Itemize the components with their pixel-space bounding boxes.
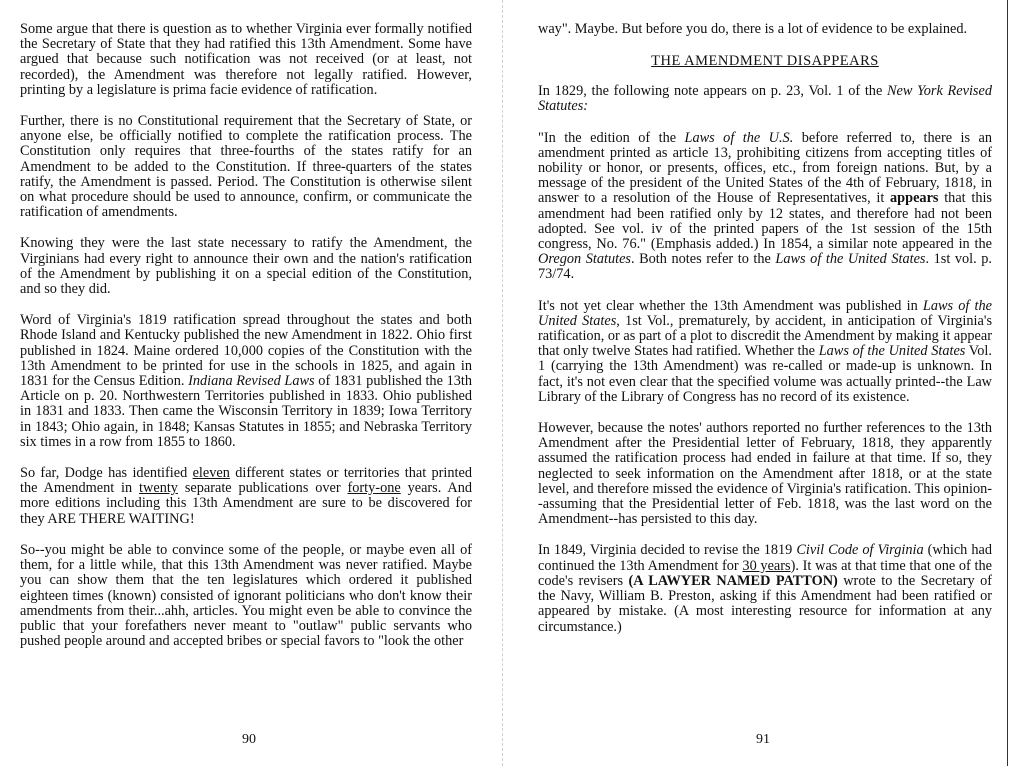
right-paragraph-1: way". Maybe. But before you do, there is a lot of evidence to be explained. — [538, 21, 968, 37]
left-paragraph-3: Knowing they were the last state necessary to ratify the Amendment, the Virginians had every right to announce their own and the nation's ratification of the Amendment by publishing it on a special edition of the Constitution, and so they did. — [20, 235, 472, 298]
new-york-revised-statutes-title: New York Revised Statutes: — [538, 83, 992, 115]
emphasis-lawyer-named-patton: (A LAWYER NAMED PATTON) — [628, 572, 838, 589]
civil-code-of-virginia-title: Civil Code of Virginia — [796, 542, 924, 559]
page-number-right: 91 — [756, 732, 770, 747]
gutter-divider — [502, 0, 503, 766]
right-page — [504, 0, 1010, 766]
left-paragraph-1: Some argue that there is question as to whether Virginia ever formally notified the Secretary of State that they had ratified this 13th Amendment. Some have argued that because such notification was not received (or at least, not recorded), the Amendment was therefore not legally ratified. However, printing by a legislature is prima facie evidence of ratification. — [20, 21, 472, 98]
right-paragraph-5: However, because the notes' authors reported no further references to the 13th Amendment after the Presidential letter of February, 1818, they apparently assumed the ratification process had ended in failure at that time. If so, they neglected to seek information on the Amendment after 1818, or at the state level, and therefore missed the evidence of Virginia's ratification. This opinion--assuming that the Presidential letter of Feb. 1818, was the last word on the Amendment--has persisted to this day. — [538, 420, 992, 528]
emphasis-appears: appears — [890, 190, 939, 207]
page-number-left: 90 — [242, 732, 256, 747]
laws-of-united-states-title: Laws of the United States — [775, 251, 926, 268]
oregon-statutes-title: Oregon Statutes — [538, 251, 631, 268]
indiana-revised-laws-title: Indiana Revised Laws — [188, 373, 315, 390]
right-paragraph-2: In 1829, the following note appears on p. 23, Vol. 1 of the New York Revised Statutes: — [538, 83, 992, 115]
left-paragraph-2: Further, there is no Constitutional requirement that the Secretary of State, or anyone else, be officially notified to complete the ratification process. The Constitution only requires that three-fourths of the states ratify for an Amendment to be added to the Constitution. If three-quarters of the states ratify, the Amendment is passed. Period. The Constitution is otherwise silent on what procedure should be used to announce, confirm, or communicate the ratification of amendments. — [20, 113, 472, 221]
underlined-forty-one: forty-one — [347, 480, 401, 497]
left-paragraph-5: So far, Dodge has identified eleven different states or territories that printed the Amendment in twenty separate publications over forty-one years. And more editions including this 13th Amendment are sure to be discovered for they ARE THERE WAITING! — [20, 465, 472, 527]
left-paragraph-6: So--you might be able to convince some of the people, or maybe even all of them, for a little while, that this 13th Amendment was never ratified. Maybe you can show them that the ten legislatures which ordered it published eighteen times (known) consisted of ignorant politicians who don't know their amendments from their...ahh, articles. You might even be able to convince the public that your forefathers never meant to "outlaw" public servants who pushed people around and accepted bribes or special favors to "look the other — [20, 541, 472, 650]
section-heading: THE AMENDMENT DISAPPEARS — [651, 53, 879, 70]
left-paragraph-4: Word of Virginia's 1819 ratification spread throughout the states and both Rhode Island and Kentucky published the new Amendment in 1822. Ohio first published in 1824. Maine ordered 10,000 copies of the Constitution with the 13th Amendment to be printed for use in the schools in 1825, and again in 1831 for the Census Edition. Indiana Revised Laws of 1831 published the 13th Article on p. 20. Northwestern Territories published in 1833. Ohio published in 1831 and 1833. Then came the Wisconsin Territory in 1839; Iowa Territory in 1843; Ohio again, in 1848; Kansas Statutes in 1855; and Nebraska Territory six times in a row from 1855 to 1860. — [20, 312, 473, 450]
underlined-twenty: twenty — [139, 480, 178, 497]
right-paragraph-6: In 1849, Virginia decided to revise the 1819 Civil Code of Virginia (which had continued the 13th Amendment for 30 years). It was at that time that one of the code's revisers (A LAWYER NAMED PATTON) wrote to the Secretary of the Navy, William B. Preston, asking if this Amendment had been ratified or appeared by mistake. (A most interesting resource for information at any circumstance.) — [538, 542, 992, 635]
right-paragraph-3: "In the edition of the Laws of the U.S. before referred to, there is an amendment printed as article 13, prohibiting citizens from accepting titles of nobility or honor, or presents, offices, etc., from foreign nations. But, by a message of the president of the United States of the 4th of February, 1818, in answer to a resolution of the House of Representatives, it appears that this amendment had been ratified only by 12 states, and therefore had not been adopted. See vol. iv of the printed papers of the 1st session of the 15th congress, No. 76." (Emphasis added.) In 1854, a similar note appeared in the Oregon Statutes. Both notes refer to the Laws of the United States. 1st vol. p. 73/74. — [538, 129, 993, 283]
laws-of-us-title: Laws of the U.S. — [684, 129, 794, 146]
underlined-30-years: 30 years — [742, 557, 791, 574]
laws-of-united-states-title: Laws of the United States — [538, 297, 992, 329]
laws-of-united-states-title: Laws of the United States — [818, 343, 966, 360]
right-paragraph-4: It's not yet clear whether the 13th Amendment was published in Laws of the United States, 1st Vol., prematurely, by accident, in anticipation of Virginia's ratification, or as part of a plot to discredit the Amendment by making it appear that only twelve States had ratified. Whether the Laws of the United States Vol. 1 (carrying the 13th Amendment) was re-called or made-up is unknown. In fact, it's not even clear that the specified volume was actually printed--the Law Library of the Library of Congress has no record of its existence. — [538, 297, 993, 405]
underlined-eleven: eleven — [192, 465, 230, 482]
left-page — [0, 0, 500, 766]
page-edge — [1007, 0, 1008, 766]
